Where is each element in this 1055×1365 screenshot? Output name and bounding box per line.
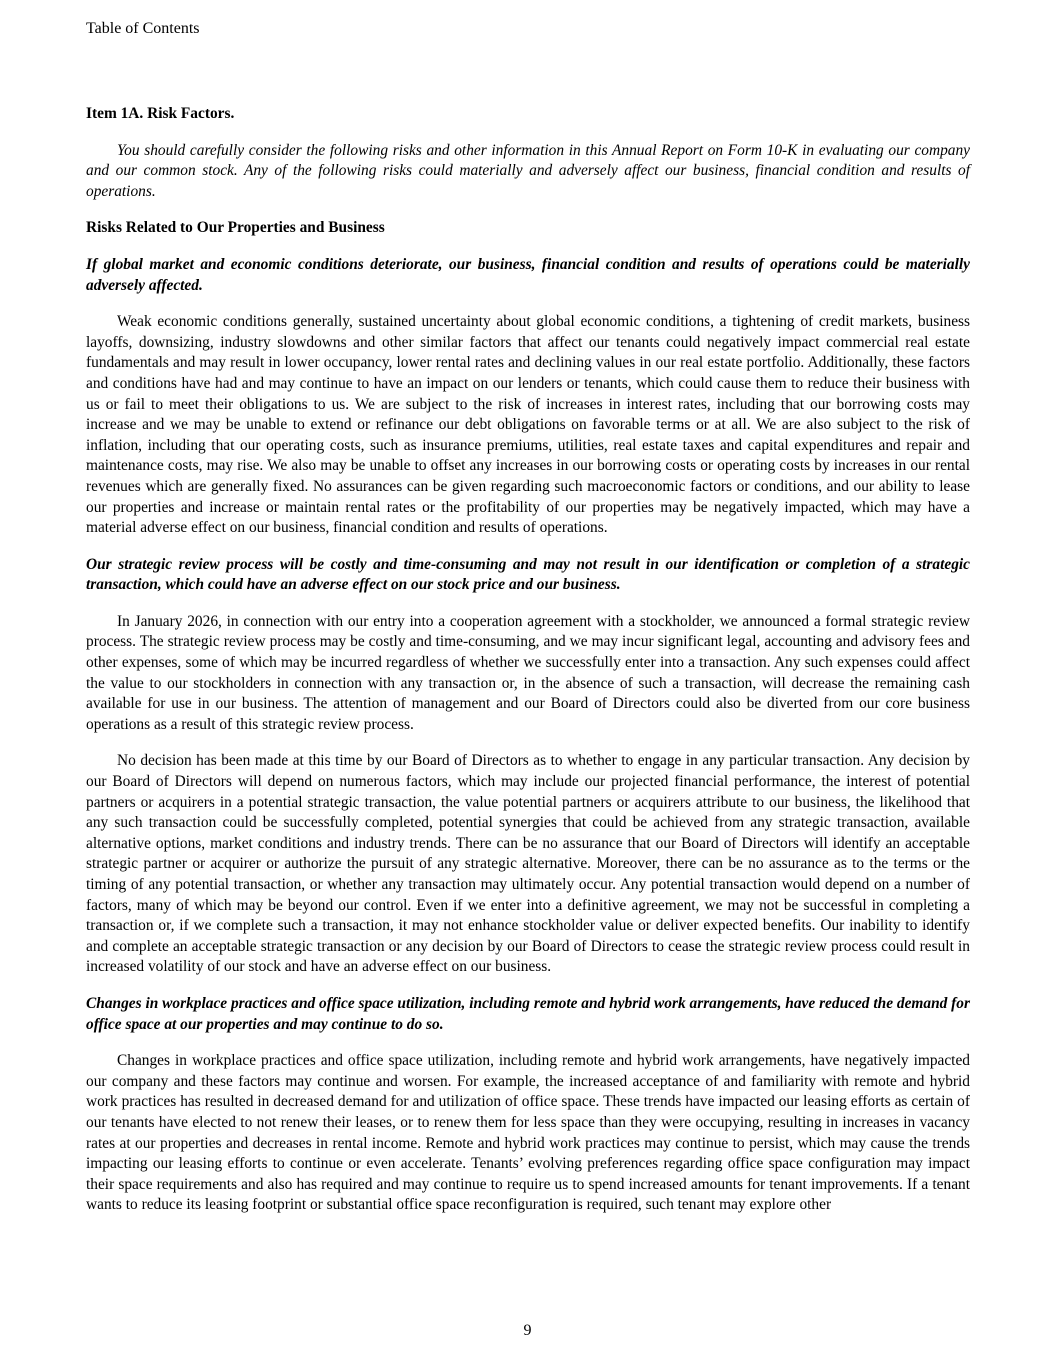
table-of-contents-link[interactable]: Table of Contents <box>86 20 200 37</box>
body-paragraph: Changes in workplace practices and office space utilization, including remote and hybrid work arrangements, have negatively impacted our company and these factors may continue and worsen. For example, the increased acceptance of and familiarity with remote and hybrid work practices has resulted in decreased demand for and utilization of office space. These trends have impacted our leasing efforts as certain of our tenants have elected to not renew their leases, or to renew them for less space than they were occupying, resulting in increases in vacancy rates at our properties and decreases in rental income. Remote and hybrid work practices may continue to persist, which may cause the trends impacting our leasing efforts to continue or even accelerate. Tenants’ evolving preferences regarding office space configuration may impact their space requirements and also has required and may continue to require us to spend increased amounts for tenant improvements. If a tenant wants to reduce its leasing footprint or substantial office space reconfiguration is required, such tenant may explore other <box>86 1052 970 1214</box>
body-paragraph: Weak economic conditions generally, sustained uncertainty about global economic conditions, a tightening of credit markets, business layoffs, downsizing, industry slowdowns and other similar factors that affect our tenants could negatively impact commercial real estate fundamentals and may result in lower occupancy, lower rental rates and declining values in our real estate portfolio. Additionally, these factors and conditions have had and may continue to have an impact on our lenders or tenants, which could cause them to reduce their business with us or fail to meet their obligations to us. We are subject to the risk of increases in interest rates, including that our borrowing costs may increase and we may be unable to extend or refinance our debt obligations on favorable terms or at all. We are also subject to the risk of inflation, including that our operating costs, such as insurance premiums, utilities, real estate taxes and capital expenditures and repair and maintenance costs, may rise. We also may be unable to offset any increases in our borrowing costs or operating costs by increases in our rental revenues which are generally fixed. No assurances can be given regarding such macroeconomic factors or conditions, and our ability to lease our properties and increase or maintain rental rates or the profitability of our properties may be negatively impacted, which may have a material adverse effect on our business, financial condition and results of operations. <box>86 313 970 537</box>
risk-heading: If global market and economic conditions deteriorate, our business, financial condition and results of operations could be materially adversely affected. <box>86 255 970 294</box>
risk-heading: Our strategic review process will be costly and time-consuming and may not result in our identification or completion of a strategic transaction, which could have an adverse effect on our stock price and our business. <box>86 555 970 594</box>
item-title: Item 1A. Risk Factors. <box>86 105 235 122</box>
body-paragraph: No decision has been made at this time by our Board of Directors as to whether to engage in any particular transaction. Any decision by our Board of Directors will depend on numerous factors, which may include our projected financial performance, the interest of potential partners or acquirers in a potential strategic transaction, the value potential partners or acquirers attribute to our business, the likelihood that any such transaction could be successfully completed, potential synergies that could be achieved from any strategic transaction, available alternative options, market conditions and industry trends. There can be no assurance that our Board of Directors will identify an acceptable strategic partner or acquirer or authorize the pursuit of any strategic alternative. Moreover, there can be no assurance as to the terms or the timing of any potential transaction, or whether any transaction may ultimately occur. Any potential transaction would depend on a number of factors, many of which may be beyond our control. Even if we enter into a definitive agreement, we may not be successful in completing a transaction or, if we complete such a transaction, it may not enhance stockholder value or deliver expected benefits. Our inability to identify and complete an acceptable strategic transaction or any decision by our Board of Directors to cease the strategic review process could result in increased volatility of our stock and have an adverse effect on our business. <box>86 752 970 976</box>
section-heading: Risks Related to Our Properties and Business <box>86 219 385 237</box>
page-number: 9 <box>523 1322 532 1339</box>
intro-paragraph: You should carefully consider the following risks and other information in this Annual Report on Form 10-K in evaluating our company and our common stock. Any of the following risks could materially and adversely affect our business, financial condition and results of operations. <box>86 141 970 200</box>
document-body <box>86 104 970 1232</box>
risk-heading: Changes in workplace practices and office space utilization, including remote and hybrid work arrangements, have reduced the demand for office space at our properties and may continue to do so. <box>86 994 970 1033</box>
body-paragraph: In January 2026, in connection with our entry into a cooperation agreement with a stockholder, we announced a formal strategic review process. The strategic review process may be costly and time-consuming, and we may incur significant legal, accounting and advisory fees and other expenses, some of which may be incurred regardless of whether we successfully enter into a transaction. Any such expenses could affect the value to our stockholders in connection with any transaction or, in the absence of such a transaction, will decrease the remaining cash available for use in our business. The attention of management and our Board of Directors could also be diverted from our core business operations as a result of this strategic review process. <box>86 612 970 733</box>
